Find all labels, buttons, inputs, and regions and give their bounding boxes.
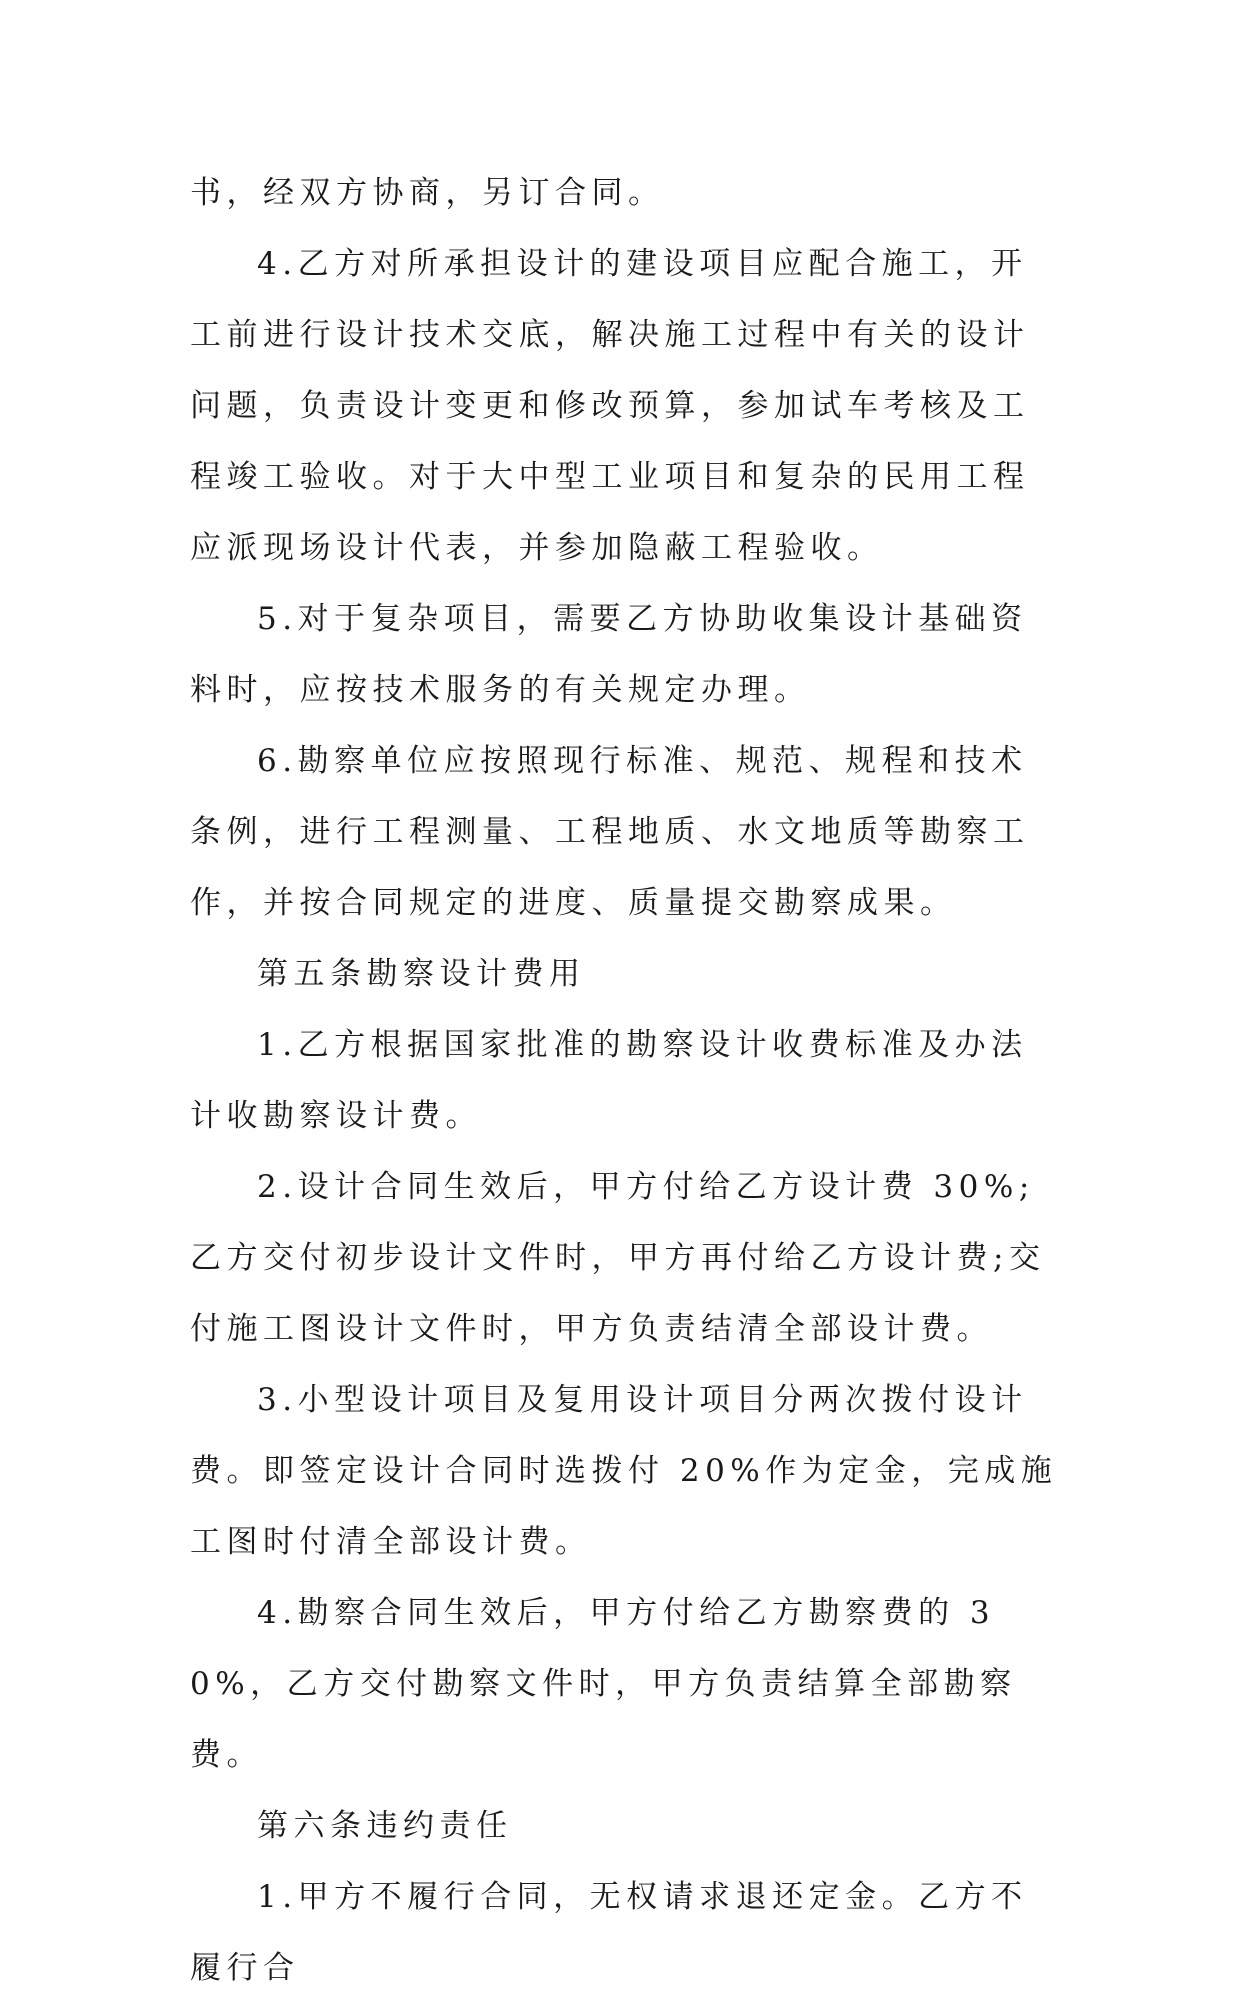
paragraph-clause-6-survey-unit: 6.勘察单位应按照现行标准、规范、规程和技术条例，进行工程测量、工程地质、水文地质等勘察工作，并按合同规定的进度、质量提交勘察成果。 [190,743,1030,921]
paragraph-clause-5-complex-projects: 5.对于复杂项目，需要乙方协助收集设计基础资料时，应按技术服务的有关规定办理。 [190,601,1028,708]
section-heading-article-5: 第五条勘察设计费用 [257,956,586,992]
paragraph-clause-4-design-support: 4.乙方对所承担设计的建设项目应配合施工，开工前进行设计技术交底，解决施工过程中有关的设计问题，负责设计变更和修改预算，参加试车考核及工程竣工验收。对于大中型工业项目和复杂的民用工程应派现场设计代表，并参加隐蔽工程验收。 [190,246,1030,566]
paragraph-fee-clause-2: 2.设计合同生效后，甲方付给乙方设计费 30%;乙方交付初步设计文件时，甲方再付给乙方设计费;交付施工图设计文件时，甲方负责结清全部设计费。 [190,1169,1046,1347]
paragraph-continuation: 书，经双方协商，另订合同。 [190,175,665,211]
section-heading-article-6: 第六条违约责任 [257,1808,513,1844]
paragraph-fee-clause-1: 1.乙方根据国家批准的勘察设计收费标准及办法计收勘察设计费。 [190,1027,1028,1134]
paragraph-fee-clause-3: 3.小型设计项目及复用设计项目分两次拨付设计费。即签定设计合同时选拨付 20%作为定金，完成施工图时付清全部设计费。 [190,1382,1058,1560]
paragraph-fee-clause-4: 4.勘察合同生效后，甲方付给乙方勘察费的 30%，乙方交付勘察文件时，甲方负责结算全部勘察费。 [190,1595,1017,1773]
document-body [190,158,1060,2004]
paragraph-liability-clause-1: 1.甲方不履行合同，无权请求退还定金。乙方不履行合 [190,1879,1028,1986]
